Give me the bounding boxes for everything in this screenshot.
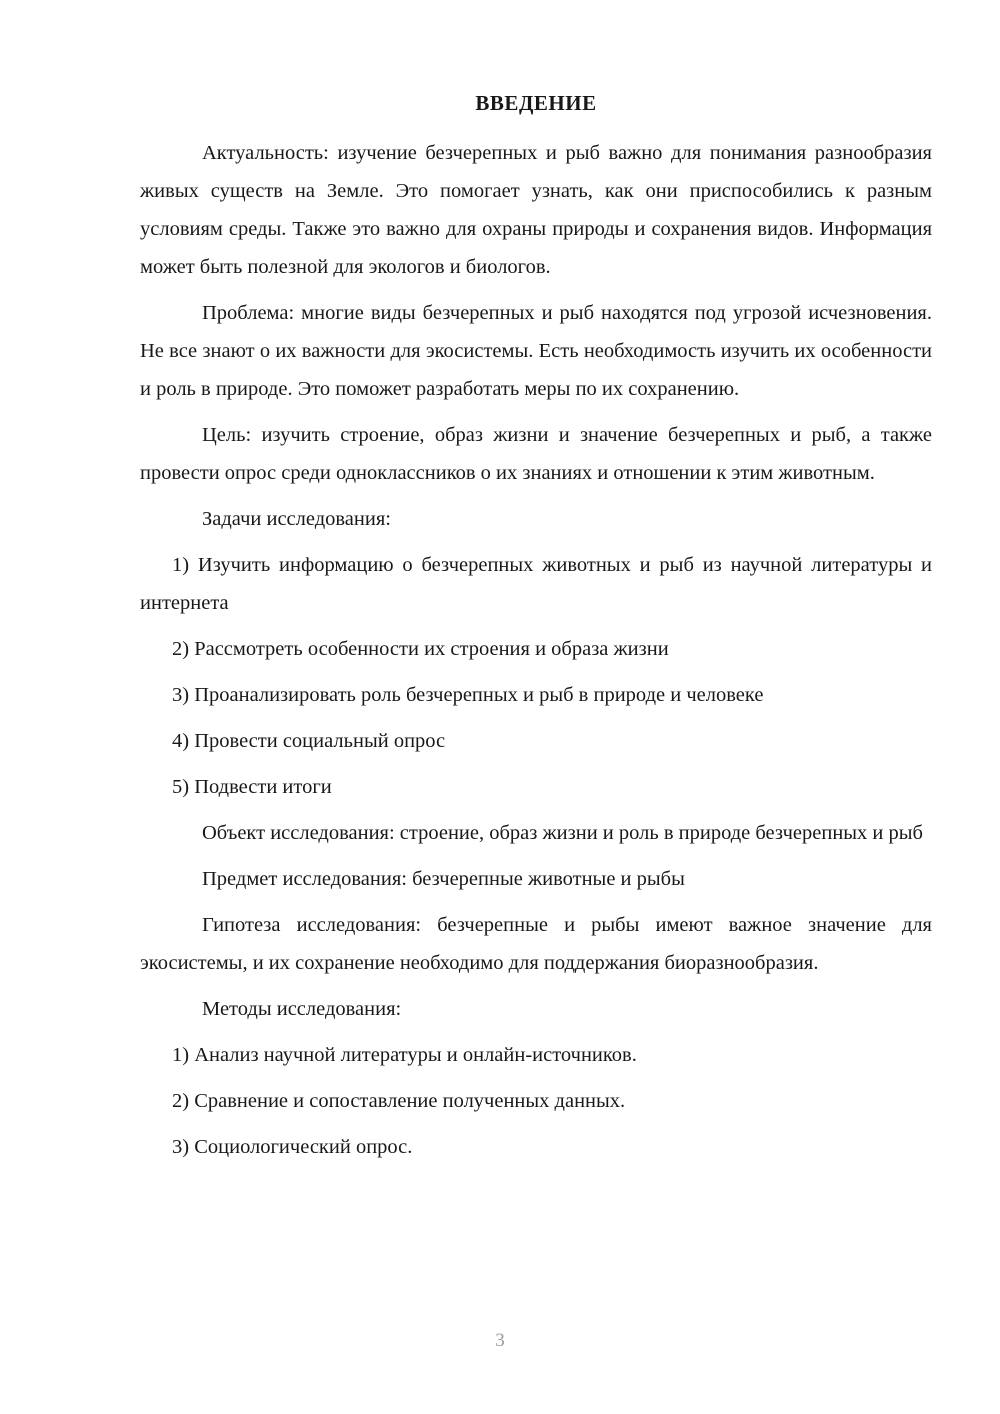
- document-body: [140, 88, 932, 1174]
- paragraph-object: Объект исследования: строение, образ жизни и роль в природе безчерепных и рыб: [202, 821, 923, 844]
- paragraph-relevance: Актуальность: изучение безчерепных и рыб важно для понимания разнообразия живых существ на Земле. Это помогает узнать, как они приспособились к разным условиям среды. Также это важно для охраны природы и сохранения видов. Информация может быть полезной для экологов и биологов.: [140, 141, 932, 278]
- page-title: ВВЕДЕНИЕ: [475, 91, 597, 115]
- list-item-method-2: 2) Сравнение и сопоставление полученных данных.: [172, 1089, 626, 1112]
- paragraph-problem: Проблема: многие виды безчерепных и рыб находятся под угрозой исчезновения. Не все знают о их важности для экосистемы. Есть необходимость изучить их особенности и роль в природе. Это поможет разработать меры по их сохранению.: [140, 301, 932, 400]
- methods-label: Методы исследования:: [202, 997, 402, 1020]
- list-item-task-3: 3) Проанализировать роль безчерепных и рыб в природе и человеке: [172, 683, 764, 706]
- list-item-task-2: 2) Рассмотреть особенности их строения и образа жизни: [172, 637, 669, 660]
- paragraph-goal: Цель: изучить строение, образ жизни и значение безчерепных и рыб, а также провести опрос среди одноклассников о их знаниях и отношении к этим животным.: [140, 423, 932, 484]
- paragraph-hypothesis: Гипотеза исследования: безчерепные и рыбы имеют важное значение для экосистемы, и их сохранение необходимо для поддержания биоразнообразия.: [140, 913, 932, 974]
- list-item-task-1: 1) Изучить информацию о безчерепных животных и рыб из научной литературы и интернета: [140, 553, 932, 614]
- list-item-task-4: 4) Провести социальный опрос: [172, 729, 446, 752]
- paragraph-subject: Предмет исследования: безчерепные животные и рыбы: [202, 867, 685, 890]
- list-item-method-3: 3) Социологический опрос.: [172, 1135, 413, 1158]
- tasks-label: Задачи исследования:: [202, 507, 391, 530]
- page-number: 3: [495, 1330, 505, 1351]
- list-item-task-5: 5) Подвести итоги: [172, 775, 332, 798]
- list-item-method-1: 1) Анализ научной литературы и онлайн-источников.: [172, 1043, 637, 1066]
